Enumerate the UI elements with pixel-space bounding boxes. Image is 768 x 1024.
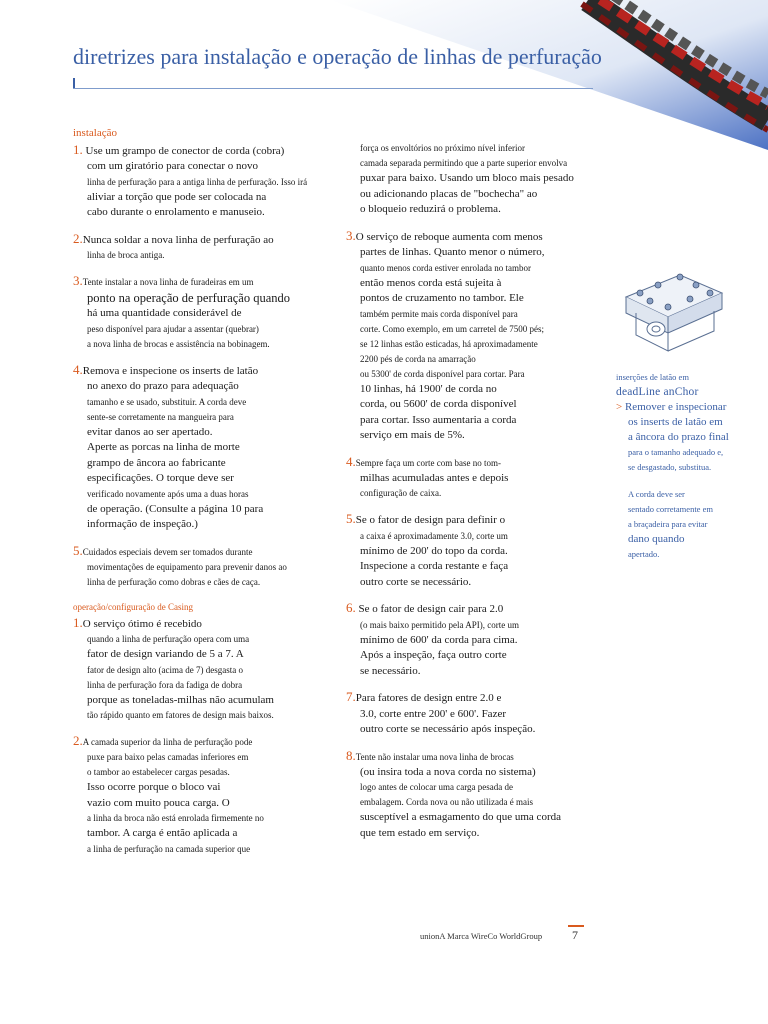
item-number: 4. [73,361,83,377]
text-line: logo antes de colocar uma carga pesada de [360,782,514,792]
list-item [73,733,338,857]
text-line: ponto na operação de perfuração quando [87,291,291,305]
middle-column [346,141,586,851]
text-line: o tambor ao estabelecer cargas pesadas. [87,767,230,777]
text-line: (ou insira toda a nova corda no sistema) [360,765,536,778]
page-title: diretrizes para instalação e operação de linhas de perfuração [73,44,602,69]
text-line: Remova e inspecione os inserts de latão [82,364,259,377]
text-line: A camada superior da linha de perfuração pode [82,737,253,747]
text-line: peso disponível para ajudar a assentar (quebrar) [87,323,259,334]
list-item [73,231,338,264]
text-line: a linha da broca não está enrolada firmemente no [87,813,264,823]
text-line: para o tamanho adequado e, [628,447,724,457]
text-line: 2200 pés de corda na amarração [360,353,476,364]
text-line: se 12 linhas estão esticadas, há aproximadamente [360,338,538,349]
text-line: sente-se corretamente na mangueira para [87,411,234,422]
text-line: linha de broca antiga. [87,250,165,260]
text-line: a linha de perfuração na camada superior que [87,843,251,854]
text-line: evitar danos ao ser apertado. [87,425,213,438]
text-line: Tente instalar a nova linha de furadeiras em um [82,277,254,287]
text-line: 3.0, corte entre 200' e 600'. Fazer [360,707,506,720]
text-line: configuração de caixa. [360,488,442,498]
text-line: ou 5300' de corda disponível para cortar. Para [360,368,525,379]
sidebar-heading: inserções de latão em [616,372,689,382]
text-line: linha de perfuração como dobras e cães de caça. [87,576,261,587]
text-line: se desgastado, substitua. [628,462,712,472]
text-line: ou adicionando placas de "bochecha" ao [360,187,538,200]
title-rule [73,88,593,89]
text-line: partes de linhas. Quanto menor o número, [360,246,545,258]
sidebar-heading-emphasis: deadLine anChor [616,386,699,398]
text-line: 10 linhas, há 1900' de corda no [360,382,497,395]
text-line: quanto menos corda estiver enrolada no tambor [360,262,531,273]
text-line: com um giratório para conectar o novo [87,160,259,172]
text-line: tamanho e se usado, substituir. A corda deve [87,396,247,407]
text-line: especificações. O torque deve ser [87,472,234,484]
item-number: 5. [346,511,356,526]
item-number: 5. [73,542,83,558]
text-line: fator de design alto (acima de 7) desgasta o [87,664,243,675]
text-line: fator de design variando de 5 a 7. A [87,648,244,660]
text-line: Nunca soldar a nova linha de perfuração ao [82,233,274,246]
list-item [346,748,586,842]
text-line: camada separada permitindo que a parte superior envolva [360,158,568,168]
text-line: Isso ocorre porque o bloco vai [87,781,221,793]
text-line: força os envoltórios no próximo nível inferior [360,143,525,153]
item-number: 8. [346,747,356,763]
item-number: 3. [346,227,356,243]
text-line: Para fatores de design entre 2.0 e [355,692,502,704]
text-line: a braçadeira para evitar [628,519,708,529]
text-line: corda, ou 5600' de corda disponível [360,398,517,410]
text-line: há uma quantidade considerável de [87,307,242,319]
text-line: mínimo de 200' do topo da corda. [360,544,508,557]
text-line: milhas acumuladas antes e depois [360,471,509,484]
text-line: vazio com muito pouca carga. O [87,796,230,809]
text-line: tambor. A carga é então aplicada a [87,827,238,839]
text-line: O serviço de reboque aumenta com menos [355,230,543,243]
list-item [346,454,586,502]
text-line: movimentações de equipamento para prevenir danos ao [87,561,287,572]
text-line: cabo durante o enrolamento e manuseio. [87,206,265,218]
list-item [73,543,338,590]
text-line: Se o fator de design para definir o [355,514,506,526]
text-line: se necessário. [360,664,421,677]
arrow-icon: > [616,401,623,413]
text-line: os inserts de latão em [628,416,723,428]
text-line: Sempre faça um corte com base no tom- [355,457,501,468]
text-line: a nova linha de brocas e assistência na bobinagem. [87,338,270,349]
text-line: sentado corretamente em [628,504,713,514]
text-line: O serviço ótimo é recebido [82,617,202,630]
deadline-anchor-illustration [618,255,728,355]
section-heading-installation: instalação [73,127,117,139]
text-line: verificado novamente após uma a duas horas [87,488,249,499]
text-line: linha de perfuração fora da fadiga de dobra [87,679,243,690]
item-number: 4. [346,453,356,469]
text-line: informação de inspeção.) [87,518,198,530]
text-line: Remover e inspecionar [624,401,727,413]
list-item [73,142,338,221]
text-line: (o mais baixo permitido pela API), corte um [360,619,519,630]
text-line: de operação. (Consulte a página 10 para [87,502,264,515]
list-item [73,273,338,352]
list-item [73,362,338,533]
text-line: aliviar a torção que pode ser colocada na [87,190,267,203]
text-line: A corda deve ser [628,489,685,499]
item-number: 2. [73,230,83,246]
text-line: então menos corda está sujeita à [360,276,502,289]
text-line: quando a linha de perfuração opera com uma [87,634,250,644]
text-line: corte. Como exemplo, em um carretel de 7500 pés; [360,323,544,334]
continued-text [346,141,586,218]
item-number: 3. [73,273,83,288]
text-line: o bloqueio reduzirá o problema. [360,203,501,215]
item-number: 6. [346,600,356,615]
text-line: outro corte se necessário após inspeção. [360,723,536,735]
text-line: Se o fator de design cair para 2.0 [355,603,504,615]
text-line: pontos de cruzamento no tambor. Ele [360,292,524,304]
list-item [346,511,586,590]
text-line: linha de perfuração para a antiga linha de perfuração. Isso irá [87,176,308,187]
list-item [346,689,586,738]
text-line: a âncora do prazo final [628,431,729,443]
left-column [73,126,338,867]
title-rule-accent [73,78,75,88]
item-number: 7. [346,689,356,704]
text-line: a caixa é aproximadamente 3.0, corte um [360,530,508,541]
list-item [346,228,586,444]
text-line: para cortar. Isso aumentaria a corda [360,413,517,426]
text-line: puxe para baixo pelas camadas inferiores em [87,752,249,762]
text-line: tão rápido quanto em fatores de design mais baixos. [87,710,274,720]
text-line: Use um grampo de conector de corda (cobra) [85,144,285,157]
footer-brand: unionA Marca WireCo WorldGroup [420,931,543,941]
text-line: dano quando [628,533,685,545]
text-line: que tem estado em serviço. [360,826,480,839]
text-line: também permite mais corda disponível para [360,308,518,319]
item-number: 1. [73,141,83,157]
page-number: 7 [572,928,578,942]
list-item [73,615,338,724]
text-line: Inspecione a corda restante e faça [360,560,509,572]
text-line: Tente não instalar uma nova linha de brocas [355,751,514,762]
item-number: 2. [73,733,83,748]
text-line: porque as toneladas-milhas não acumulam [87,693,274,706]
text-line: susceptível a esmagamento do que uma corda [360,811,561,823]
text-line: serviço em mais de 5%. [360,429,465,441]
text-line: apertado. [628,549,660,559]
text-line: mínimo de 600' da corda para cima. [360,633,518,646]
text-line: embalagem. Corda nova ou não utilizada é mais [360,797,533,807]
section-heading-operation: operação/configuração de Casing [73,601,193,612]
item-number: 1. [73,614,83,630]
text-line: puxar para baixo. Usando um bloco mais pesado [360,172,574,184]
text-line: no anexo do prazo para adequação [87,380,239,392]
sidebar-note [616,370,756,562]
text-line: outro corte se necessário. [360,575,472,588]
text-line: Após a inspeção, faça outro corte [360,649,507,661]
list-item [346,600,586,679]
text-line: grampo de âncora ao fabricante [87,456,226,469]
text-line: Aperte as porcas na linha de morte [87,441,240,453]
text-line: Cuidados especiais devem ser tomados durante [82,546,253,557]
page-number-rule [568,925,584,927]
